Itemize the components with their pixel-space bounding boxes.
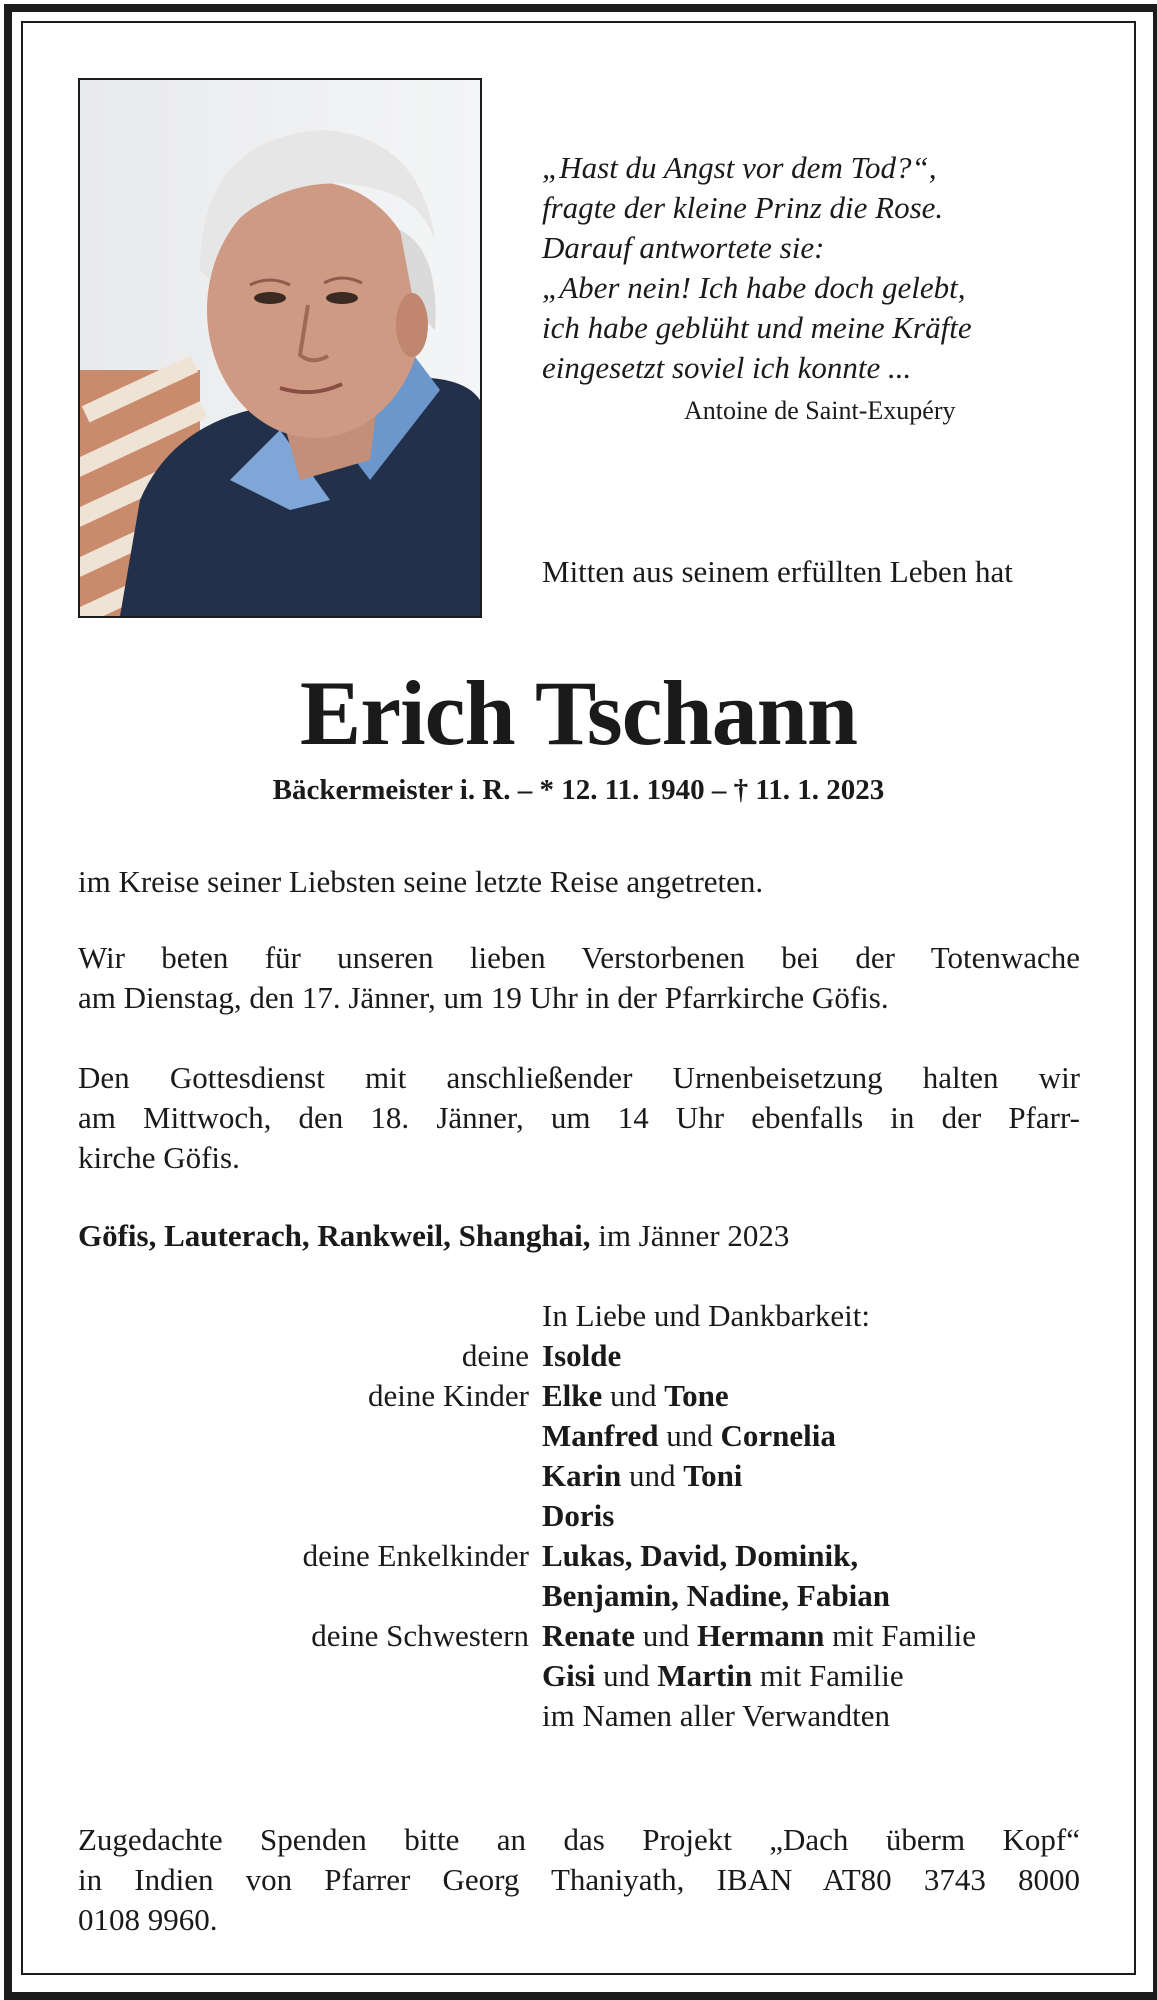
- relative-name: Renate: [542, 1618, 635, 1653]
- donation-note: [78, 1820, 1080, 1940]
- relation-label: deine Kinder: [368, 1378, 529, 1413]
- relative-names: [542, 1578, 890, 1614]
- intro-text: Mitten aus seinem erfüllten Leben hat: [542, 554, 1013, 589]
- relative-names: [542, 1698, 890, 1734]
- paragraph-service: [78, 1058, 1080, 1178]
- places-list: Göfis, Lauterach, Rankweil, Shanghai,: [78, 1218, 591, 1253]
- paragraph-line: Wir beten für unseren lieben Verstorbenen bei der Totenwache: [78, 940, 1080, 975]
- relative-name: Cornelia: [720, 1418, 836, 1453]
- signature-row: [0, 1458, 1157, 1498]
- paragraph-line: im Kreise seiner Liebsten seine letzte Reise angetreten.: [78, 864, 764, 899]
- relative-names: [542, 1458, 742, 1494]
- relative-name: Lukas, David, Dominik,: [542, 1538, 859, 1573]
- relative-name: Isolde: [542, 1338, 622, 1373]
- places-date: [78, 1218, 789, 1254]
- quote-author: Antoine de Saint-Exupéry: [684, 396, 956, 425]
- relative-names: [542, 1538, 858, 1574]
- relation-label: deine Enkelkinder: [302, 1538, 529, 1573]
- paragraph-line: am Dienstag, den 17. Jänner, um 19 Uhr in der Pfarrkirche Göfis.: [78, 980, 889, 1015]
- quote-line: fragte der kleine Prinz die Rose.: [542, 190, 944, 225]
- deceased-name: Erich Tschann: [299, 662, 858, 764]
- signature-row: [0, 1578, 1157, 1618]
- relation-label: deine Schwestern: [311, 1618, 529, 1653]
- connector-text: und: [621, 1458, 684, 1493]
- relation-label: deine: [461, 1338, 529, 1373]
- relative-name: Benjamin, Nadine, Fabian: [542, 1578, 890, 1613]
- donation-line: Zugedachte Spenden bitte an das Projekt „Dach überm Kopf“: [78, 1822, 1080, 1857]
- relative-name: Hermann: [696, 1618, 825, 1653]
- signature-row: [0, 1418, 1157, 1458]
- signature-block: [0, 1298, 1157, 1738]
- relative-name: Elke: [542, 1378, 603, 1413]
- portrait-photo: [78, 78, 482, 618]
- quote-line: Darauf antwortete sie:: [542, 230, 825, 265]
- relative-name: Karin: [542, 1458, 622, 1493]
- signature-row: [0, 1498, 1157, 1538]
- paragraph-wake: [78, 938, 1080, 1018]
- relative-names: [542, 1658, 904, 1694]
- signature-row: [0, 1618, 1157, 1658]
- connector-text: und: [634, 1618, 697, 1653]
- relative-names: [542, 1618, 976, 1654]
- relative-name: Manfred: [542, 1418, 659, 1453]
- connector-text: und: [658, 1418, 721, 1453]
- connector-text: und: [602, 1378, 665, 1413]
- date-text: im Jänner 2023: [590, 1218, 790, 1253]
- connector-text: und: [595, 1658, 658, 1693]
- quote-line: „Hast du Angst vor dem Tod?“,: [542, 150, 937, 185]
- profession-dates: Bäckermeister i. R. – * 12. 11. 1940 – † 11. 1. 2023: [272, 774, 885, 806]
- quote-line: „Aber nein! Ich habe doch gelebt,: [542, 270, 966, 305]
- relative-name: Tone: [664, 1378, 729, 1413]
- connector-text: im Namen aller Verwandten: [542, 1698, 891, 1733]
- paragraph-line: kirche Göfis.: [78, 1140, 240, 1175]
- quote-line: eingesetzt soviel ich konnte ...: [542, 350, 912, 385]
- signature-heading: In Liebe und Dankbarkeit:: [542, 1298, 870, 1333]
- relative-names: [542, 1378, 729, 1414]
- relative-name: Toni: [683, 1458, 743, 1493]
- relative-names: [542, 1498, 614, 1534]
- relative-name: Martin: [657, 1658, 753, 1693]
- signature-heading-row: [0, 1298, 1157, 1338]
- donation-line: 0108 9960.: [78, 1902, 218, 1937]
- quote-line: ich habe geblüht und meine Kräfte: [542, 310, 972, 345]
- portrait-illustration: [80, 80, 480, 616]
- signature-row: [0, 1378, 1157, 1418]
- relative-name: Doris: [542, 1498, 615, 1533]
- connector-text: mit Familie: [824, 1618, 976, 1653]
- relative-names: [542, 1418, 836, 1454]
- paragraph-line: Den Gottesdienst mit anschließender Urnenbeisetzung halten wir: [78, 1060, 1080, 1095]
- signature-row: [0, 1338, 1157, 1378]
- paragraph-line: am Mittwoch, den 18. Jänner, um 14 Uhr ebenfalls in der Pfarr-: [78, 1100, 1080, 1135]
- signature-row: [0, 1538, 1157, 1578]
- relative-name: Gisi: [542, 1658, 596, 1693]
- quote-block: [542, 148, 972, 388]
- signature-row: [0, 1658, 1157, 1698]
- relative-names: [542, 1338, 621, 1374]
- donation-line: in Indien von Pfarrer Georg Thaniyath, IBAN AT80 3743 8000: [78, 1862, 1080, 1897]
- paragraph-journey: [78, 862, 1080, 902]
- connector-text: mit Familie: [752, 1658, 904, 1693]
- signature-row: [0, 1698, 1157, 1738]
